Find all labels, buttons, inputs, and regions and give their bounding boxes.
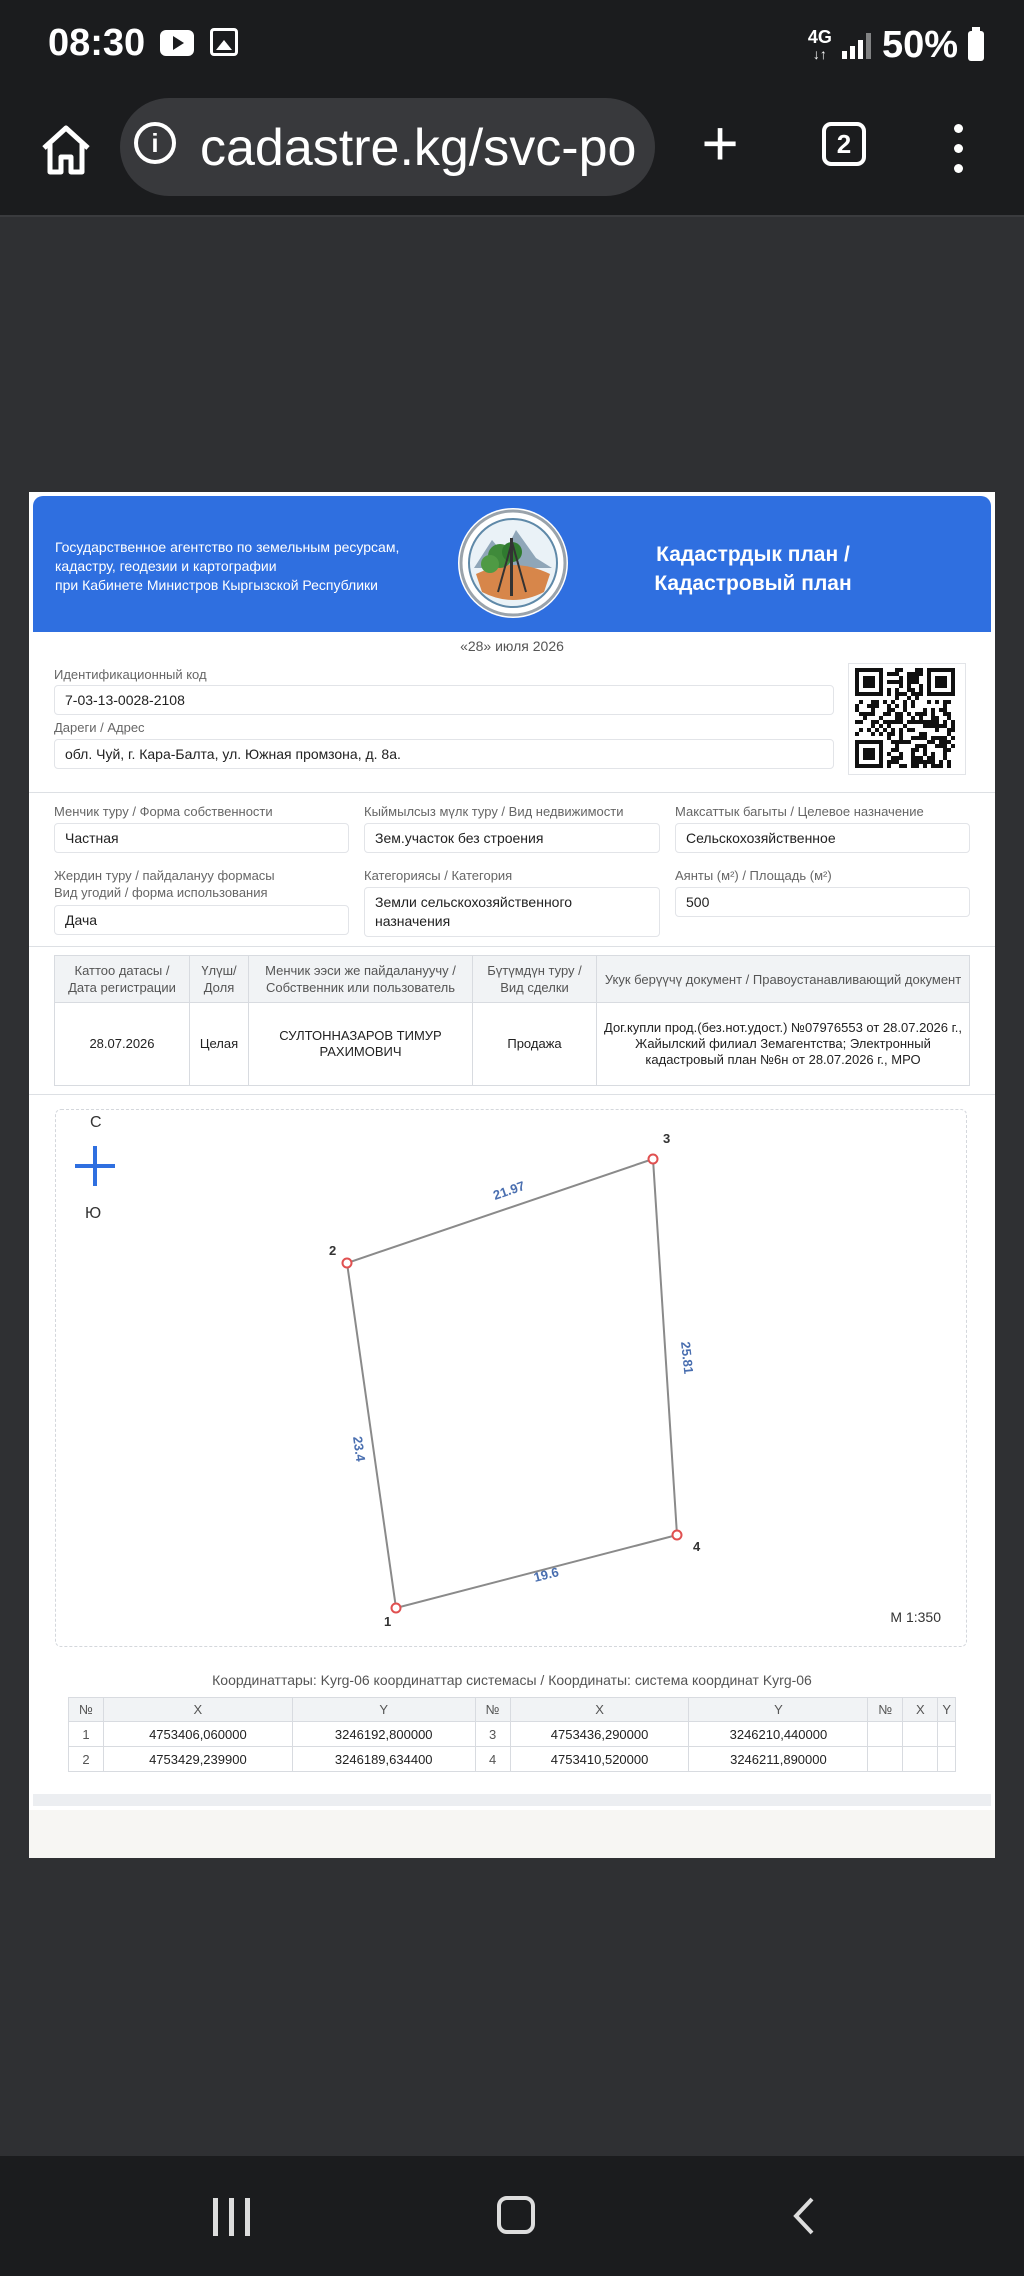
col-y: Y xyxy=(292,1698,475,1722)
info-icon[interactable]: i xyxy=(134,122,176,164)
col-x: X xyxy=(103,1698,292,1722)
coordinates-table xyxy=(68,1697,956,1772)
coord-cell: 4753429,239900 xyxy=(103,1747,292,1772)
vertex-label: 3 xyxy=(663,1131,671,1146)
landuse-label-line: Жердин туру / пайдалануу формасы xyxy=(54,868,275,883)
edge-length-label: 23.4 xyxy=(350,1435,369,1463)
youtube-icon xyxy=(160,30,194,56)
coord-cell xyxy=(868,1722,903,1747)
coord-cell xyxy=(903,1722,938,1747)
plus-icon[interactable]: + xyxy=(701,107,739,179)
coord-cell: 3246211,890000 xyxy=(689,1747,868,1772)
status-time: 08:30 xyxy=(48,22,146,64)
coord-cell xyxy=(903,1747,938,1772)
agency-line: при Кабинете Министров Кыргызской Республики xyxy=(55,577,378,593)
coord-cell: 2 xyxy=(69,1747,104,1772)
tabs-icon[interactable]: 2 xyxy=(822,122,866,166)
coord-cell: 3246189,634400 xyxy=(292,1747,475,1772)
ownership-label: Менчик туру / Форма собственности xyxy=(54,804,273,819)
col-no: № xyxy=(475,1698,510,1722)
address-field: обл. Чуй, г. Кара-Балта, ул. Южная промзона, д. 8а. xyxy=(54,739,834,769)
id-label: Идентификационный код xyxy=(54,667,207,682)
plot-boundary xyxy=(347,1159,677,1608)
coord-cell: 4 xyxy=(475,1747,510,1772)
compass-south-label: Ю xyxy=(85,1205,102,1222)
purpose-label: Максаттык багыты / Целевое назначение xyxy=(675,804,924,819)
more-icon[interactable] xyxy=(952,124,964,174)
compass-north-label: С xyxy=(90,1114,102,1131)
category-field: Земли сельскохозяйственного назначения xyxy=(364,887,660,937)
status-bar xyxy=(0,0,1024,90)
status-right xyxy=(808,24,984,67)
landuse-label-line: Вид угодий / форма использования xyxy=(54,885,268,900)
property-type-field: Зем.участок без строения xyxy=(364,823,660,853)
address-label: Дареги / Адрес xyxy=(54,720,145,735)
reg-date-cell: 28.07.2026 xyxy=(55,1003,190,1086)
share-cell: Целая xyxy=(190,1003,249,1086)
col-x: X xyxy=(903,1698,938,1722)
col-share: Үлүш/ Доля xyxy=(190,956,249,1003)
document-date: «28» июля 2026 xyxy=(460,638,564,654)
cadastral-plan-document xyxy=(29,492,995,1858)
coord-cell: 4753406,060000 xyxy=(103,1722,292,1747)
col-no: № xyxy=(868,1698,903,1722)
home-nav-icon[interactable] xyxy=(497,2196,535,2234)
coord-cell: 3246192,800000 xyxy=(292,1722,475,1747)
home-icon[interactable] xyxy=(36,120,96,180)
document-title: Кадастрдык план / Кадастровый план xyxy=(654,543,852,595)
coord-cell xyxy=(938,1722,956,1747)
url-text[interactable]: cadastre.kg/svc-po xyxy=(200,119,637,177)
col-deal-type: Бүтүмдүн туру / Вид сделки xyxy=(473,956,597,1003)
back-icon[interactable] xyxy=(786,2196,822,2236)
network-type xyxy=(808,29,832,62)
coord-cell: 3246210,440000 xyxy=(689,1722,868,1747)
coordinates-title: Координаттары: Kyrg-06 координаттар системасы / Координаты: система координат Kyrg-06 xyxy=(212,1672,812,1688)
purpose-field: Сельскохозяйственное xyxy=(675,823,970,853)
vertex-label: 1 xyxy=(384,1614,392,1629)
vertex-point xyxy=(392,1604,401,1613)
coord-cell: 4753436,290000 xyxy=(510,1722,689,1747)
edge-labels xyxy=(350,1178,696,1585)
col-x: X xyxy=(510,1698,689,1722)
table-row xyxy=(69,1722,956,1747)
col-y: Y xyxy=(689,1698,868,1722)
plot-drawing xyxy=(29,492,995,1672)
landuse-field: Дача xyxy=(54,905,349,935)
area-label: Аянты (м²) / Площадь (м²) xyxy=(675,868,832,883)
data-arrows-icon: ↓↑ xyxy=(812,46,827,62)
table-row xyxy=(69,1747,956,1772)
vertex-point xyxy=(649,1155,658,1164)
coord-cell: 1 xyxy=(69,1722,104,1747)
coord-cell: 3 xyxy=(475,1722,510,1747)
battery-icon xyxy=(968,31,984,61)
deal-type-cell: Продажа xyxy=(473,1003,597,1086)
url-bar[interactable] xyxy=(120,98,655,196)
document-footer-bar xyxy=(33,1794,991,1806)
id-field: 7-03-13-0028-2108 xyxy=(54,685,834,715)
agency-line: кадастру, геодезии и картографии xyxy=(55,558,277,574)
signal-icon xyxy=(842,33,872,59)
plan-scale: М 1:350 xyxy=(890,1609,941,1625)
edge-length-label: 21.97 xyxy=(491,1178,527,1203)
image-icon xyxy=(210,28,238,56)
coord-cell xyxy=(938,1747,956,1772)
vertex-label: 2 xyxy=(329,1243,337,1258)
coord-cell: 4753410,520000 xyxy=(510,1747,689,1772)
edge-length-label: 19.6 xyxy=(532,1564,561,1585)
battery-percent: 50% xyxy=(881,24,958,66)
vertex-point xyxy=(343,1259,352,1268)
col-owner: Менчик ээси же пайдалануучу / Собственник или пользователь xyxy=(249,956,473,1003)
owner-cell: СУЛТОННАЗАРОВ ТИМУР РАХИМОВИЧ xyxy=(249,1003,473,1086)
title-document-cell: Дог.купли прод.(без.нот.удост.) №07976553 от 28.07.2026 г., Жайылский филиал Земагентства; Электронный кадастровый план №6н от 28.07.2026 г., МРО xyxy=(597,1003,970,1086)
col-title-document: Укук берүүчү документ / Правоустанавливающий документ xyxy=(597,956,970,1003)
network-label: 4G xyxy=(807,27,832,47)
recent-apps-icon[interactable] xyxy=(213,2198,251,2236)
table-header-row xyxy=(69,1698,956,1722)
agency-line: Государственное агентство по земельным ресурсам, xyxy=(55,539,400,555)
vertex-point xyxy=(673,1531,682,1540)
document-footer xyxy=(29,1810,995,1858)
ownership-field: Частная xyxy=(54,823,349,853)
coord-cell xyxy=(868,1747,903,1772)
col-no: № xyxy=(69,1698,104,1722)
property-type-label: Кыймылсыз мүлк туру / Вид недвижимости xyxy=(364,804,624,819)
system-nav-bar xyxy=(0,2156,1024,2276)
col-y: Y xyxy=(938,1698,956,1722)
col-reg-date: Каттоо датасы / Дата регистрации xyxy=(55,956,190,1003)
browser-toolbar xyxy=(0,90,1024,217)
category-label: Категориясы / Категория xyxy=(364,868,513,883)
edge-length-label: 25.81 xyxy=(678,1340,697,1375)
vertex-label: 4 xyxy=(693,1539,701,1554)
area-field: 500 xyxy=(675,887,970,917)
